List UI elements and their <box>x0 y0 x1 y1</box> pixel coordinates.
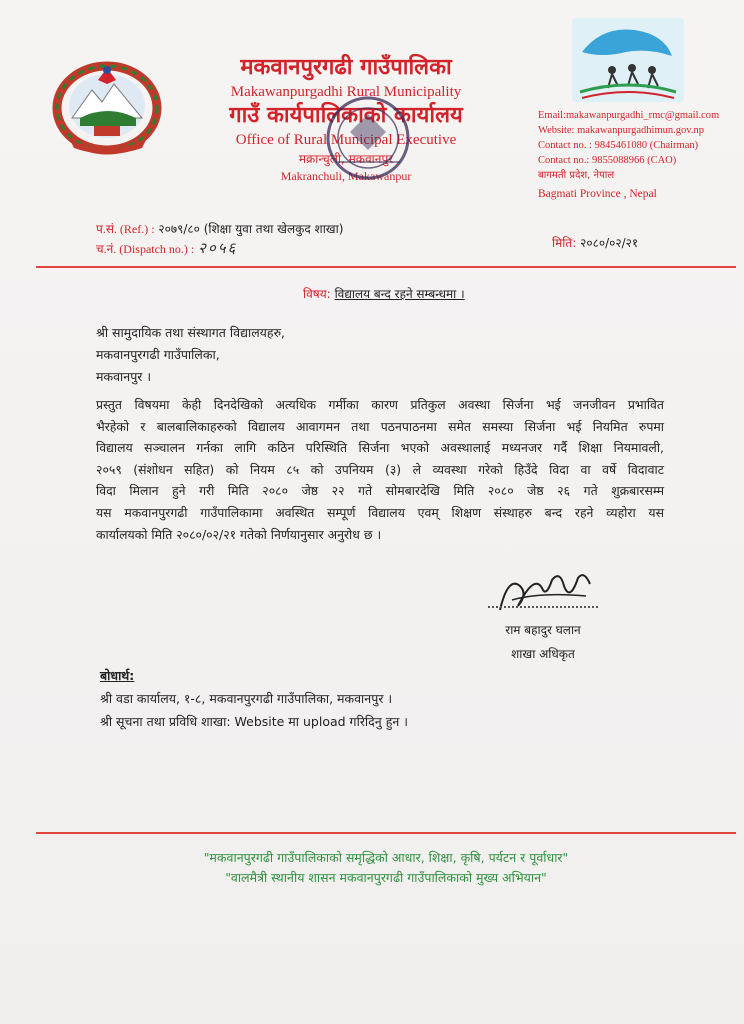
signatory-name: राम बहादुर घलान <box>505 623 581 637</box>
ref-label: प.सं. (Ref.) : <box>96 222 155 236</box>
dispatch-line <box>96 238 237 258</box>
contact-cao: Contact no.: 9855088966 (CAO) <box>538 155 677 166</box>
dispatch-label: च.नं. (Dispatch no.) : <box>96 242 195 256</box>
body-line-2: भैरहेको र बालबालिकाहरुको विद्यालय आवागमन तथा पठनपाठनमा समेत समस्या सिर्जना भई नियमित रुपमा <box>96 418 664 434</box>
body-line-1: प्रस्तुत विषयमा केही दिनदेखिको अत्यधिक गर्मीका कारण प्रतिकुल अवस्था सिर्जना भई जनजीवन प्रभावित <box>96 397 664 412</box>
municipality-name-en: Makawanpurgadhi Rural Municipality <box>230 84 462 100</box>
body-line-7: कार्यालयको मिति २०८०/०२/२१ गतेको निर्णयानुसार अनुरोध छ । <box>96 526 382 542</box>
addressee <box>96 322 285 388</box>
dispatch-value: २०५६ <box>198 239 238 257</box>
subject-line <box>303 285 465 302</box>
cc-block <box>100 664 408 733</box>
signature-line <box>488 606 598 608</box>
footer-divider <box>36 832 736 834</box>
signatory-title: शाखा अधिकृत <box>511 647 575 661</box>
office-name-en: Office of Rural Municipal Executive <box>235 132 457 148</box>
municipality-logo-icon <box>572 18 684 102</box>
subject-value: विद्यालय बन्द रहने सम्बन्धमा । <box>334 287 465 301</box>
body-paragraph <box>96 394 664 545</box>
ref-line <box>96 220 343 237</box>
office-name-np: गाउँ कार्यपालिकाको कार्यालय <box>229 103 463 128</box>
body-line-3: विद्यालय सञ्चालन गर्नका लागि कठिन परिस्थिति सिर्जना भएको अवस्थालाई मध्यनजर गर्दै शिक्षा नियमावली, <box>96 440 664 456</box>
contact-email: Email:makawanpurgadhi_rmc@gmail.com <box>538 110 720 121</box>
slogan-line-1: "मकवानपुरगढी गाउँपालिकाको समृद्धिको आधार, शिक्षा, कृषि, पर्यटन र पूर्वाधार" <box>203 850 569 865</box>
signature <box>490 566 600 626</box>
location-np: मक्रान्चुली, मकवानपुर <box>298 152 394 166</box>
slogan-line-2: "वालमैत्री स्थानीय शासन मकवानपुरगढी गाउँपालिकाको मुख्य अभियान" <box>225 870 547 885</box>
cc-line-1: श्री वडा कार्यालय, १-८, मकवानपुरगढी गाउँपालिका, मकवानपुर । <box>100 691 393 706</box>
addressee-line-3: मकवानपुर । <box>96 369 152 384</box>
province-en: Bagmati Province , Nepal <box>538 188 657 200</box>
office-seal-stamp <box>310 92 420 192</box>
nepal-emblem-icon <box>50 56 165 156</box>
date-value: २०८०/०२/२१ <box>580 236 639 250</box>
contact-chairman: Contact no. : 9845461080 (Chairman) <box>538 140 699 151</box>
province-np: बागमती प्रदेश, नेपाल <box>538 170 615 181</box>
addressee-line-2: मकवानपुरगढी गाउँपालिका, <box>96 347 220 362</box>
body-line-5: विदा मिलान हुने गरी मिति २०८० जेष्ठ २२ गते सोमबारदेखि मिति २०८० जेष्ठ २६ गते शुक्रबारसम्म <box>96 483 664 499</box>
cc-line-2: श्री सूचना तथा प्रविधि शाखा: Website मा upload गरिदिनु हुन । <box>100 714 408 729</box>
addressee-line-1: श्री सामुदायिक तथा संस्थागत विद्यालयहरु, <box>96 325 286 340</box>
signatory-block <box>490 618 596 666</box>
date-label: मिति: <box>552 236 577 250</box>
header-divider <box>36 266 736 268</box>
municipality-name-np: मकवानपुरगढी गाउँपालिका <box>240 55 452 80</box>
subject-label: विषय: <box>303 287 331 301</box>
location-en: Makranchuli, Makawanpur <box>280 169 412 183</box>
contact-block <box>538 108 738 202</box>
date-line <box>552 234 638 251</box>
ref-value: २०७९/८० (शिक्षा युवा तथा खेलकुद शाखा) <box>158 222 344 236</box>
contact-website: Website: makawanpurgadhimun.gov.np <box>538 125 704 136</box>
cc-heading: बोधार्थ: <box>100 668 135 683</box>
body-line-4: २०५९ (संशोधन सहित) को नियम ८५ को उपनियम (३) ले व्यवस्था गरेको हिउँदे विदा वा वर्षे विदावाट <box>96 461 664 477</box>
body-line-6: यस मकवानपुरगढी गाउँपालिकामा अवस्थित सम्पूर्ण विद्यालय एवम् शिक्षण संस्थाहरु बन्द रहने व्यहोरा यस <box>96 504 664 520</box>
footer-slogan <box>36 848 736 888</box>
